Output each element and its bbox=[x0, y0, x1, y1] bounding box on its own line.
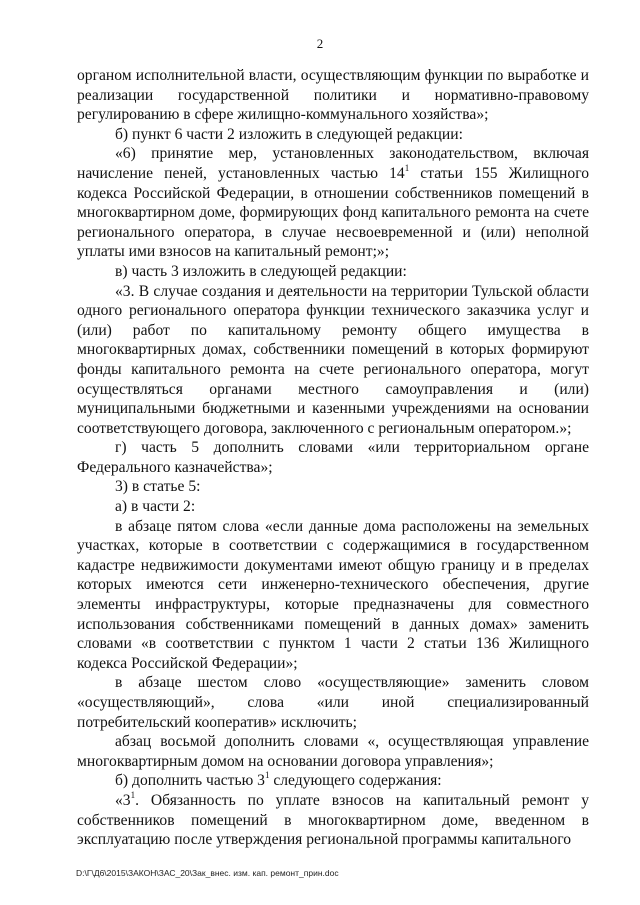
text-run: а) в части 2: bbox=[115, 498, 196, 516]
paragraph bbox=[77, 517, 589, 674]
paragraph bbox=[77, 66, 589, 125]
paragraph bbox=[77, 438, 589, 477]
text-run: г) часть 5 дополнить словами «или территориальном органе Федерального казначейства»; bbox=[77, 439, 589, 476]
text-run: органом исполнительной власти, осуществляющим функции по выработке и реализации государственной политики и нормативно-правовому регулированию в сфере жилищно-коммунального хозяйства»; bbox=[77, 67, 589, 124]
text-run: «3 bbox=[115, 791, 131, 809]
superscript: 1 bbox=[130, 789, 136, 800]
paragraph bbox=[77, 125, 589, 145]
paragraph bbox=[77, 732, 589, 771]
text-run: «6) принятие мер, установленных законодательством, включая начисление пеней, установленных частью 14 bbox=[77, 145, 589, 182]
text-run: «3. В случае создания и деятельности на территории Тульской области одного регионального оператора функции технического заказчика услуг и (или) работ по капитальному ремонту общего имущества в многоквартирных домах, собственники помещений в которых формируют фонды капитального ремонта на счете регионального оператора, могут осуществляться органами местного самоуправления и (или) муниципальными бюджетными и казенными учреждениями на основании соответствующего договора, заключенного с региональным оператором.»; bbox=[77, 282, 589, 437]
text-run: б) дополнить частью 3 bbox=[115, 772, 265, 790]
text-run: б) пункт 6 части 2 изложить в следующей редакции: bbox=[115, 125, 463, 143]
page-number: 2 bbox=[316, 36, 324, 51]
paragraph bbox=[77, 144, 589, 262]
text-run: абзац восьмой дополнить словами «, осуществляющая управление многоквартирным домом на основании договора управления»; bbox=[77, 733, 589, 770]
paragraph bbox=[77, 771, 589, 791]
text-run: в) часть 3 изложить в следующей редакции: bbox=[115, 262, 407, 280]
superscript: 1 bbox=[404, 162, 410, 173]
text-run: статьи 155 Жилищного кодекса Российской Федерации, в отношении собственников помещений в многоквартирном доме, формирующих фонд капитального ремонта на счете регионального оператора, в случае несвоевременной и (или) неполной уплаты ими взносов на капитальный ремонт;»; bbox=[77, 164, 589, 261]
paragraph bbox=[77, 282, 589, 439]
paragraph bbox=[77, 262, 589, 282]
paragraph bbox=[77, 477, 589, 497]
text-run: 3) в статье 5: bbox=[115, 478, 201, 496]
paragraph bbox=[77, 673, 589, 732]
text-run: в абзаце шестом слово «осуществляющие» заменить словом «осуществляющий», слова «или иной специализированный потребительский кооператив» исключить; bbox=[77, 674, 589, 731]
text-run: . Обязанность по уплате взносов на капитальный ремонт у собственников помещений в многоквартирном доме, введенном в эксплуатацию после утверждения региональной программы капитального bbox=[77, 791, 589, 849]
paragraph bbox=[77, 497, 589, 517]
text-run: следующего содержания: bbox=[269, 772, 442, 790]
text-run: в абзаце пятом слова «если данные дома расположены на земельных участках, которые в соответствии с содержащимися в государственном кадастре недвижимости документами имеют общую границу и в пределах которых имеются сети инженерно-технического обеспечения, другие элементы инфраструктуры, которые предназначены для совместного использования собственниками помещений в данных домах» заменить словами «в соответствии с пунктом 1 части 2 статьи 136 Жилищного кодекса Российской Федерации»; bbox=[77, 517, 589, 672]
paragraph bbox=[77, 791, 589, 850]
document-body bbox=[77, 66, 589, 850]
file-path-footer: D:\Г\Д6\2015\ЗАКОН\ЗАС_20\Зак_внес. изм. кап. ремонт_прин.doc bbox=[76, 868, 339, 878]
superscript: 1 bbox=[264, 770, 270, 781]
